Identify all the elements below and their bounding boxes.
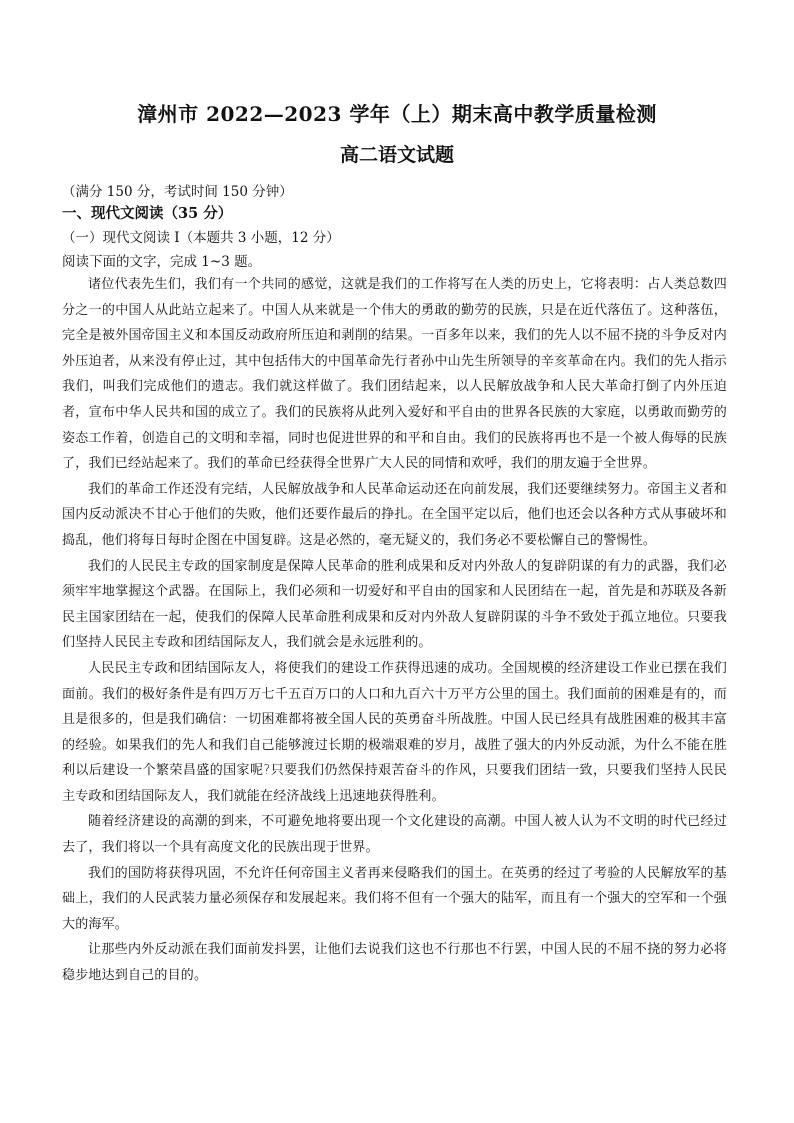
passage-paragraph: 诸位代表先生们，我们有一个共同的感觉，这就是我们的工作将写在人类的历史上，它将表明：占人类总数四分之一的中国人从此站立起来了。中国人从来就是一个伟大的勇敢的勤劳的民族，只是在近代落伍了。这种落伍，完全是被外国帝国主义和本国反动政府所压迫和剥削的结果。一百多年以来，我们的先人以不屈不挠的斗争反对内外压迫者，从来没有停止过，其中包括伟大的中国革命先行者孙中山先生所领导的辛亥革命在内。我们的先人指示我们，叫我们完成他们的遗志。我们就这样做了。我们团结起来，以人民解放战争和人民大革命打倒了内外压迫者，宣布中华人民共和国的成立了。我们的民族将从此列入爱好和平自由的世界各民族的大家庭，以勇敢而勤劳的姿态工作着，创造自己的文明和幸福，同时也促进世界的和平和自由。我们的民族将再也不是一个被人侮辱的民族了，我们已经站起来了。我们的革命已经获得全世界广大人民的同情和欢呼，我们的朋友遍于全世界。: [62, 277, 727, 472]
exam-subtitle: 高二语文试题: [339, 144, 454, 166]
passage-paragraph: 我们的人民民主专政的国家制度是保障人民革命的胜利成果和反对内外敌人的复辟阴谋的有力的武器，我们必须牢牢地掌握这个武器。在国际上，我们必须和一切爱好和平自由的国家和人民团结在一起，首先是和苏联及各新民主国家团结在一起，使我们的保障人民革命胜利成果和反对内外敌人复辟阴谋的斗争不致处于孤立地位。只要我们坚持人民民主专政和团结国际友人，我们就会是永远胜利的。: [62, 558, 727, 651]
passage-paragraph: 让那些内外反动派在我们面前发抖罢，让他们去说我们这也不行那也不行罢，中国人民的不屈不挠的努力必将稳步地达到自己的目的。: [62, 942, 727, 984]
exam-title: 漳州市 2022—2023 学年（上）期末高中教学质量检测: [137, 102, 657, 126]
passage-paragraph: 人民民主专政和团结国际友人，将使我们的建设工作获得迅速的成功。全国规模的经济建设工作业已摆在我们面前。我们的极好条件是有四万万七千五百万口的人口和九百六十万平方公里的国土。我们面前的困难是有的，而且是很多的，但是我们确信：一切困难都将被全国人民的英勇奋斗所战胜。中国人民已经具有战胜困难的极其丰富的经验。如果我们的先人和我们自己能够渡过长期的极端艰难的岁月，战胜了强大的内外反动派，为什么不能在胜利以后建设一个繁荣昌盛的国家呢?只要我们仍然保持艰苦奋斗的作风，只要我们团结一致，只要我们坚持人民民主专政和团结国际友人，我们就能在经济战线上迅速地获得胜利。: [62, 660, 727, 804]
section-heading: 一、现代文阅读（35 分）: [62, 205, 233, 222]
reading-instruction: 阅读下面的文字，完成 1~3 题。: [62, 254, 262, 270]
passage-paragraph: 我们的国防将获得巩固，不允许任何帝国主义者再来侵略我们的国土。在英勇的经过了考验的人民解放军的基础上，我们的人民武装力量必须保存和发展起来。我们将不但有一个强大的陆军，而且有一个强大的空军和一个强大的海军。: [62, 865, 727, 932]
reading-passage: [62, 272, 727, 989]
passage-paragraph: 我们的革命工作还没有完结，人民解放战争和人民革命运动还在向前发展，我们还要继续努力。帝国主义者和国内反动派决不甘心于他们的失败，他们还要作最后的挣扎。在全国平定以后，他们也还会以各种方式从事破坏和捣乱，他们将每日每时企图在中国复辟。这是必然的，毫无疑义的，我们务必不要松懈自己的警惕性。: [62, 481, 727, 548]
sub-section-heading: （一）现代文阅读 I（本题共 3 小题，12 分）: [62, 230, 340, 246]
passage-paragraph: 随着经济建设的高潮的到来，不可避免地将要出现一个文化建设的高潮。中国人被人认为不文明的时代已经过去了，我们将以一个具有高度文化的民族出现于世界。: [62, 814, 727, 856]
exam-score-time-note: （满分 150 分，考试时间 150 分钟）: [62, 184, 293, 200]
